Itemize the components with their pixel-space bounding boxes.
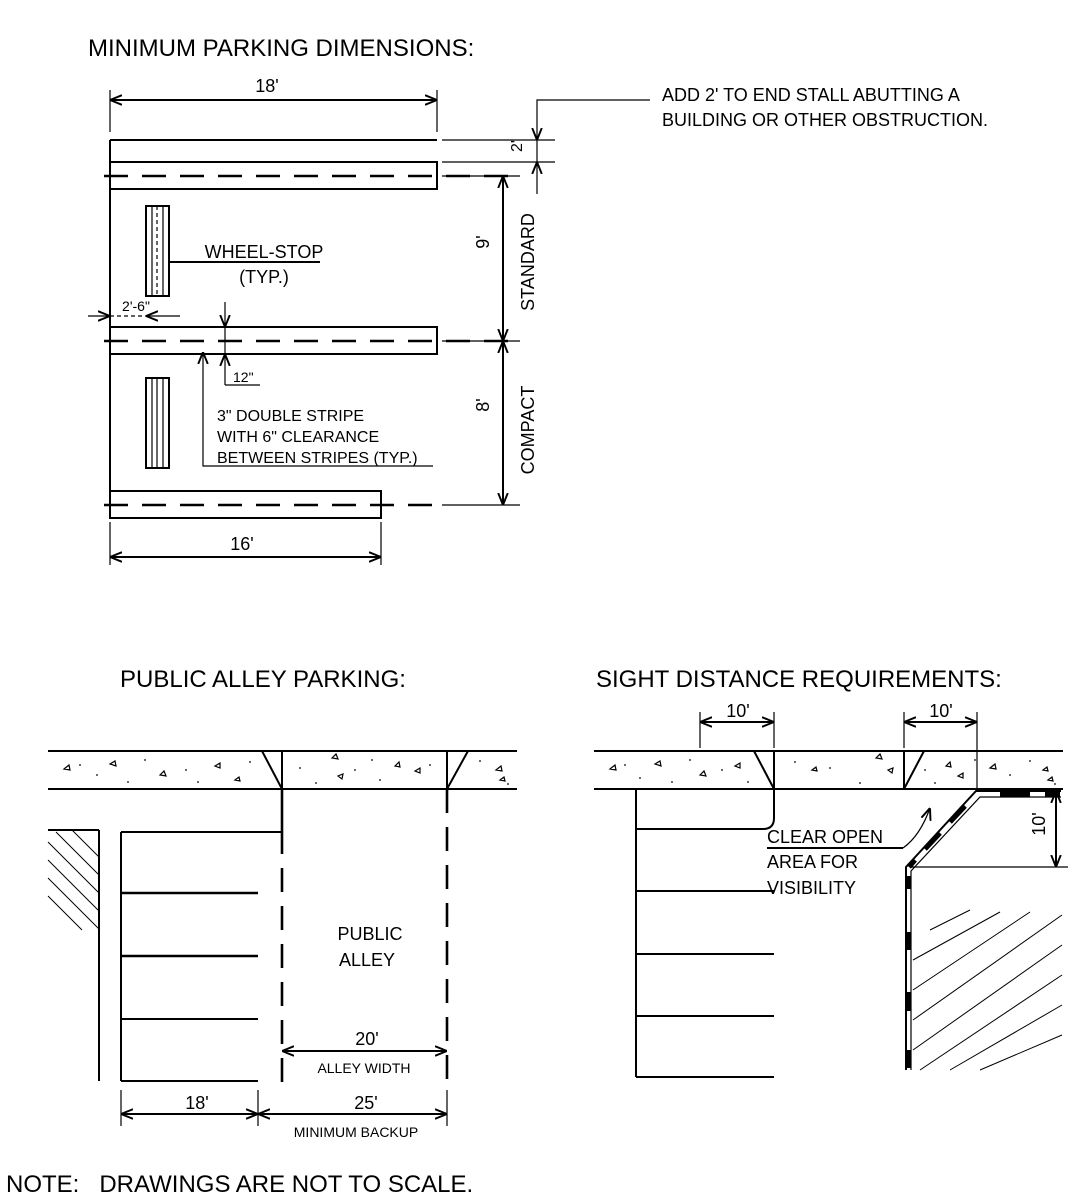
dim-12-label: 12" — [233, 369, 254, 385]
backup-caption: MINIMUM BACKUP — [293, 1124, 419, 1140]
wheel-stop-typ: (TYP.) — [239, 267, 289, 287]
public-alley-label-line2: ALLEY — [338, 950, 396, 970]
driveway-wedge-left — [262, 751, 282, 789]
dim-sight-vertical-label: 10' — [1029, 812, 1049, 836]
sidewalk-aggregate — [610, 754, 1053, 781]
end-stall-note-line2: BUILDING OR OTHER OBSTRUCTION. — [662, 110, 989, 130]
dim-backup-label: 25' — [354, 1093, 378, 1113]
standard-label: STANDARD — [518, 213, 538, 311]
driveway-wedge-right — [447, 751, 468, 789]
dim-alley-width-label: 20' — [355, 1029, 379, 1049]
dim-sight-right-label: 10' — [929, 701, 953, 721]
dim-sight-left-label: 10' — [726, 701, 750, 721]
clear-area-label-line2: AREA FOR — [767, 852, 859, 872]
end-stall-note-line1: ADD 2' TO END STALL ABUTTING A — [662, 85, 960, 105]
sight-curb-return — [636, 789, 774, 829]
sight-distance-diagram — [594, 666, 1068, 1077]
dim-8-label: 8' — [473, 398, 493, 412]
wheel-stop-standard — [146, 206, 169, 296]
building-hatch — [913, 910, 1062, 1070]
stripe-note-line2: WITH 6" CLEARANCE — [217, 429, 380, 446]
building-hatch — [48, 830, 99, 930]
clear-area-label-line3: VISIBILITY — [767, 878, 857, 898]
wheel-stop-label: WHEEL-STOP — [204, 242, 324, 262]
sidewalk-aggregate — [64, 754, 505, 781]
compact-label: COMPACT — [518, 385, 538, 475]
dim-9-label: 9' — [473, 235, 493, 249]
public-alley-label-line1: PUBLIC — [337, 924, 403, 944]
dim-2-6-label: 2'-6" — [122, 298, 150, 314]
clear-area-leader — [903, 808, 930, 848]
dim-2-label: 2' — [509, 140, 526, 152]
stripe-note-line3: BETWEEN STRIPES (TYP.) — [217, 450, 418, 467]
end-stall-leader — [537, 100, 650, 140]
driveway-wedge-left — [754, 751, 774, 789]
sight-title: SIGHT DISTANCE REQUIREMENTS: — [596, 666, 1002, 693]
minimum-title: MINIMUM PARKING DIMENSIONS: — [88, 35, 475, 62]
minimum-parking-diagram — [88, 35, 988, 565]
clear-area-label-line1: CLEAR OPEN — [767, 827, 884, 847]
alley-title: PUBLIC ALLEY PARKING: — [120, 666, 406, 693]
stripe-note-line1: 3" DOUBLE STRIPE — [217, 408, 365, 425]
public-alley-diagram — [48, 666, 517, 1140]
driveway-wedge-right — [904, 751, 924, 789]
not-to-scale-note: NOTE: DRAWINGS ARE NOT TO SCALE. — [6, 1171, 474, 1198]
dim-stall-length-label: 18' — [185, 1093, 209, 1113]
dim-18-label: 18' — [255, 76, 279, 96]
alley-width-caption: ALLEY WIDTH — [317, 1060, 411, 1076]
dim-16-label: 16' — [230, 534, 254, 554]
wheel-stop-compact — [146, 378, 169, 468]
